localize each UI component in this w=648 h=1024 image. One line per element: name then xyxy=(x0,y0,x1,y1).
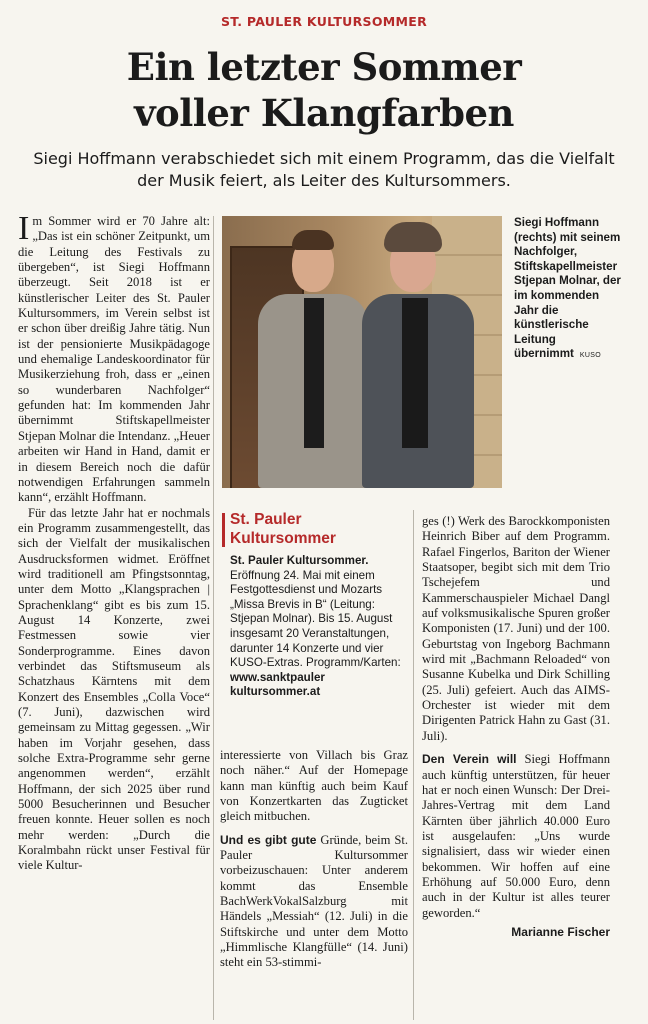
paragraph-text: Gründe, beim St. Pauler Kultursommer vorbeizuschauen: Unter anderem kommt das Ensemble BachWerkVokalSalzburg mit Händels „Messiah“ (12. Juli) in die Stiftskirche und unter dem Motto „Himmlische Klangfülle“ (14. Juni) steht ein 53-stimmi- xyxy=(220,832,408,970)
column-divider xyxy=(213,216,214,1020)
headline-line-2: voller Klangfarben xyxy=(134,91,514,135)
body-column-3 xyxy=(422,514,610,1020)
article-photo xyxy=(222,216,502,488)
paragraph xyxy=(422,752,610,921)
person-hair xyxy=(292,230,334,250)
paragraph-lead: Den Verein will xyxy=(422,752,517,767)
article-kicker: ST. PAULER KULTURSOMMER xyxy=(220,14,428,29)
photo-caption xyxy=(514,216,626,364)
column-divider xyxy=(413,510,414,1020)
infobox-lead: St. Pauler Kultursommer. xyxy=(230,554,369,567)
paragraph-lead: Und es gibt gute xyxy=(220,832,317,847)
paragraph xyxy=(18,214,210,506)
paragraph xyxy=(220,833,408,971)
infobox-text xyxy=(230,554,404,700)
headline-line-1: Ein letzter Sommer xyxy=(126,45,522,89)
author-byline: Marianne Fischer xyxy=(511,924,610,939)
infobox-title: St. Pauler Kultursommer xyxy=(230,511,336,547)
caption-text: Siegi Hoffmann (rechts) mit seinem Nachfolger, Stiftskapellmeister Stjepan Molnar, der im kommenden Jahr die künstlerische Leitung übernimmt xyxy=(514,216,621,361)
photo-credit: KUSO xyxy=(579,352,601,360)
info-box xyxy=(222,510,404,742)
body-column-2 xyxy=(220,748,408,1020)
paragraph: Für das letzte Jahr hat er nochmals ein Programm zusammengestellt, das sich der Vielfalt der musikalischen Ausdrucksformen widmet. Eröffnet wird traditionell am Pfingstsonntag, unter dem Motto „Klangsprachen | Sprachenklang“ gibt es bis zum 15. August 14 Konzerte, zwei Festmessen sowie vier Sonderprogramme. Eines davon verbindet das Stiftsmuseum als Schatzhaus Kärntens mit dem Konzert des Ensembles „Colla Voce“ (7. Juni), dazwischen wird gemeinsam zu Mittag gegessen. „Wir haben im Vorjahr gesehen, dass solche Extra-Programme sehr gerne angenommen werden“, erzählt Hoffmann, der sich 2025 über rund 5000 Besucherinnen und Besucher freuen konnte. Heuer sollen es noch mehr werden: „Durch die Koralmbahn rückt unser Festival für viele Kultur- xyxy=(18,505,210,873)
article-headline xyxy=(0,44,648,136)
dropcap: I xyxy=(18,214,30,247)
person-shirt xyxy=(402,298,428,448)
paragraph: ges (!) Werk des Barockkomponisten Heinrich Biber auf dem Programm. Rafael Fingerlos, Bariton der Wiener Staatsoper, begibt sich mit dem Trio Tschejefem und Kammerschauspieler Michael Dangl auf volksmusikalische Spuren großer Komponisten (17. Juni) und der 100. Geburtstag von Ingeborg Bachmann wird mit „Bachmann Reloaded“ von Susanne Kubelka und Dirk Schilling (25. Juli) gefeiert. Auch das AIMS-Orchester ist wieder mit dem Dirigenten Patrick Hahn zu Gast (31. Juli). xyxy=(422,514,610,743)
body-column-1 xyxy=(18,214,210,1020)
infobox-url[interactable]: www.sanktpauler kultursommer.at xyxy=(230,670,325,699)
paragraph: interessierte von Villach bis Graz noch näher.“ Auf der Homepage kann man künftig auch beim Kauf von Konzertkarten das Zugticket gleich mitbuchen. xyxy=(220,748,408,824)
paragraph-text: m Sommer wird er 70 Jahre alt: „Das ist ein schöner Zeitpunkt, um die Leitung des Festivals zu übergeben“, ist Siegi Hoffmann überzeugt. Seit 2018 ist er künstlerischer Leiter des St. Pauler Kultursommers, im Verein selbst ist er schon über dreißig Jahre tätig. Nun ist der pensionierte Musikpädagoge und ehemalige Landeskoordinator für Musikerziehung froh, dass er „einen so wunderbaren Nachfolger“ gefunden hat: Im kommenden Jahr übernimmt Stiftskapellmeister Stjepan Molnar die Intendanz. „Heuer arbeiten wir Hand in Hand, damit er in diesem Bereich noch die dafür notwendigen Erfahrungen sammeln kann“, erzählt Hoffmann. xyxy=(18,214,210,505)
infobox-body: Eröffnung 24. Mai mit einem Festgottesdienst und Mozarts „Missa Brevis in B“ (Leitung: Stjepan Molnar). Bis 15. August insgesamt 20 Veranstaltungen, darunter 14 Konzerte und vier KUSO-Extras. Programm/Karten: xyxy=(230,568,401,670)
person-shirt xyxy=(304,298,324,448)
person-hair xyxy=(384,222,442,252)
article-subhead: Siegi Hoffmann verabschiedet sich mit einem Programm, das die Vielfalt der Musik feiert, als Leiter des Kultursommers. xyxy=(33,149,615,190)
paragraph-text: Siegi Hoffmann auch künftig unterstützen, für heuer hat er noch einen Wunsch: Der Drei-Jahres-Vertrag mit dem Land Kärnten über jährlich 40.000 Euro ist ausgelaufen: „Uns wurde signalisiert, dass wir wieder einen bekommen. Wir hoffen auf eine Erhöhung auf 50.000 Euro, denn auch in der Kultur ist alles teurer geworden.“ xyxy=(422,752,610,920)
